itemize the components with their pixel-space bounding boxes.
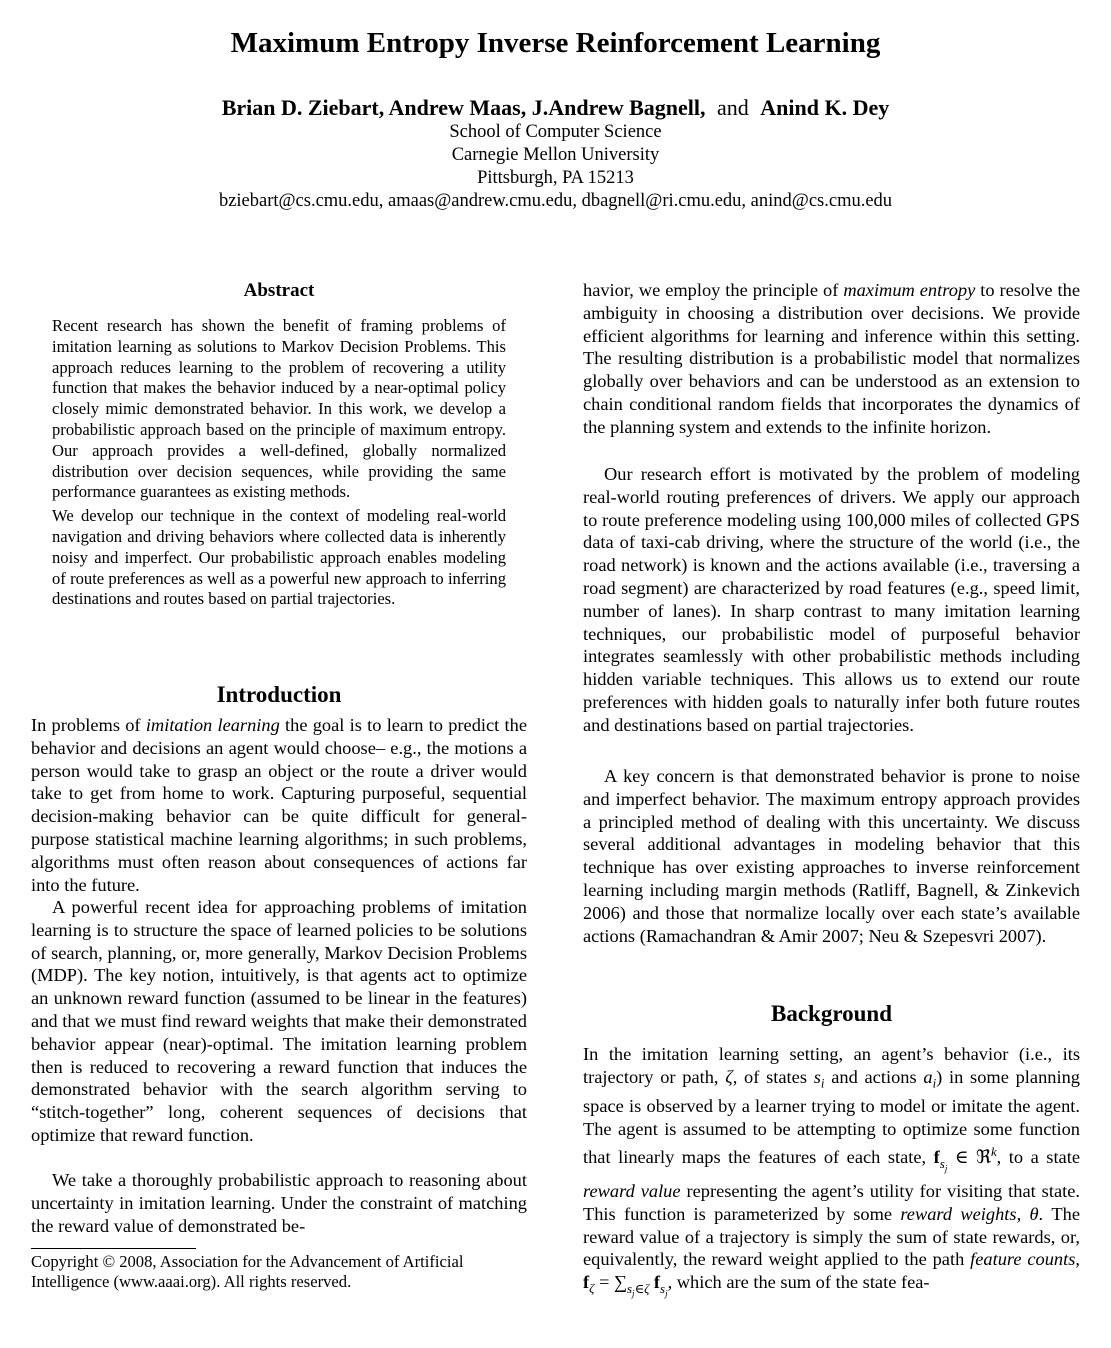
intro-paragraph-3: We take a thoroughly probabilistic approach to reasoning about uncertainty in imitation learning. Under the constraint of matching the reward value of demonstrated be- bbox=[31, 1170, 527, 1236]
bg-text-6: representing the agent’s utility for visiting that state. This function is parameterized by some bbox=[583, 1181, 1080, 1224]
intro-paragraph-4: Our research effort is motivated by the problem of modeling real-world routing preferences of drivers. We apply our approach to route preference modeling using 100,000 miles of collected GPS data of taxi-cab driving, where the structure of the world (i.e., the road network) is known and the actions available (i.e., traversing a road segment) are characterized by road features (e.g., speed limit, number of lanes). In sharp contrast to many imitation learning techniques, our probabilistic model of purposeful behavior integrates seamlessly with other probabilistic methods including hidden variable techniques. This allows us to extend our route preferences with hidden goals to naturally infer both future routes and destinations based on partial trajectories. bbox=[583, 464, 1080, 735]
math-s-i: $s_i$ bbox=[813, 1066, 825, 1091]
abstract-heading: Abstract bbox=[243, 280, 315, 301]
footnote-rule bbox=[31, 1248, 196, 1249]
bg-emphasis-feature-counts: feature counts bbox=[970, 1249, 1076, 1270]
math-f-sj: $f_{s_j}$ ∈ ℜ$^k$ bbox=[933, 1144, 997, 1174]
intro-paragraph-1 bbox=[31, 714, 527, 896]
bg-text-8: . The reward value of a trajectory is simply the sum of state rewards, or, equivalently, the reward weight applied to the path bbox=[583, 1203, 1081, 1270]
bg-text-1: In the imitation learning setting, an agent’s behavior (i.e., its trajectory or path, bbox=[583, 1044, 1080, 1087]
bg-text-5: , to a state bbox=[996, 1146, 1080, 1167]
bg-text-9: , bbox=[1075, 1249, 1080, 1270]
background-heading: Background bbox=[770, 1001, 892, 1026]
author-list bbox=[0, 94, 1111, 122]
background-paragraph-1 bbox=[583, 1043, 1080, 1305]
intro-p1-start: In problems of bbox=[31, 715, 146, 735]
bg-text-3: and actions bbox=[824, 1066, 924, 1087]
affiliation-address: Pittsburgh, PA 15213 bbox=[477, 168, 634, 188]
intro-p1-rest: the goal is to learn to predict the behavior and decisions an agent would choose– e.g., the motions a person would take to grasp an object or the route a driver would take to get from home to work. Capturing purposeful, sequential decision-making behavior can be quite difficult for general-purpose statistical machine learning algorithms; in such problems, algorithms must often reason about consequences of actions far into the future. bbox=[31, 715, 527, 895]
bg-text-4: ) in some planning space is observed by a learner trying to model or imitate the agent. The agent is assumed to be attempting to optimize some function that linearly maps the features of each state, bbox=[583, 1066, 1080, 1167]
abstract-paragraph-1: Recent research has shown the benefit of framing problems of imitation learning as solutions to Markov Decision Problems. This approach reduces learning to the problem of recovering a utility function that makes the behavior induced by a near-optimal policy closely mimic demonstrated behavior. In this work, we develop a probabilistic approach based on the principle of maximum entropy. Our approach provides a well-defined, globally normalized distribution over decision sequences, while providing the same performance guarantees as existing methods. bbox=[52, 316, 506, 502]
copyright-footnote: Copyright © 2008, Association for the Advancement of Artificial Intelligence (www.aaai.org). All rights reserved. bbox=[31, 1252, 464, 1291]
bg-text-10: , which are the sum of the state fea- bbox=[667, 1272, 930, 1293]
bg-emphasis-reward-weights: reward weights bbox=[900, 1203, 1017, 1224]
intro-r1-start: havior, we employ the principle of bbox=[583, 280, 844, 300]
introduction-heading: Introduction bbox=[216, 682, 342, 707]
intro-r1-emphasis: maximum entropy bbox=[843, 280, 976, 300]
math-theta: θ bbox=[1029, 1203, 1039, 1224]
math-a-i: $a_i$ bbox=[923, 1066, 937, 1091]
authors-main: Brian D. Ziebart, Andrew Maas, J.Andrew Bagnell, bbox=[221, 95, 706, 120]
math-feature-count-sum: $f_\zeta = \sum_{s_j\in\zeta}$ $f_{s_j}$ bbox=[583, 1272, 668, 1299]
abstract-body bbox=[52, 316, 506, 610]
math-zeta: ζ bbox=[725, 1066, 733, 1087]
authors-last: Anind K. Dey bbox=[760, 95, 890, 120]
affiliation-university: Carnegie Mellon University bbox=[451, 145, 660, 165]
intro-p1-emphasis: imitation learning bbox=[145, 715, 280, 735]
intro-paragraph-5: A key concern is that demonstrated behavior is prone to noise and imperfect behavior. The maximum entropy approach provides a principled method of dealing with this uncertainty. We discuss several additional advantages in modeling behavior that this technique has over existing approaches to inverse reinforcement learning including margin methods (Ratliff, Bagnell, & Zinkevich 2006) and those that normalize locally over each state’s available actions (Ramachandran & Amir 2007; Neu & Szepesvri 2007). bbox=[583, 766, 1080, 946]
intro-r1-rest: to resolve the ambiguity in choosing a distribution over decisions. We provide efficient algorithms for learning and inference within this setting. The resulting distribution is a probabilistic model that normalizes globally over behaviors and can be understood as an extension to chain conditional random fields that incorporates the dynamics of the planning system and extends to the infinite horizon. bbox=[583, 280, 1080, 437]
authors-and: and bbox=[717, 95, 749, 120]
author-emails: bziebart@cs.cmu.edu, amaas@andrew.cmu.edu, dbagnell@ri.cmu.edu, anind@cs.cmu.edu bbox=[218, 191, 893, 211]
intro-paragraph-2: A powerful recent idea for approaching problems of imitation learning is to structure the space of learned policies to be solutions of search, planning, or, more generally, Markov Decision Problems (MDP). The key notion, intuitively, is that agents act to optimize an unknown reward function (assumed to be linear in the features) and that we must find reward weights that make their demonstrated behavior appear (near)-optimal. The imitation learning problem then is reduced to recovering a reward function that induces the demonstrated behavior with the search algorithm serving to “stitch-together” long, coherent sequences of decisions that optimize that reward function. bbox=[31, 897, 527, 1145]
bg-text-2: , of states bbox=[732, 1066, 814, 1087]
affiliation-school: School of Computer Science bbox=[449, 122, 662, 142]
paper-title: Maximum Entropy Inverse Reinforcement Learning bbox=[230, 27, 881, 59]
abstract-paragraph-2: We develop our technique in the context of modeling real-world navigation and driving behaviors where collected data is inherently noisy and imperfect. Our probabilistic approach enables modeling of route preferences as well as a powerful new approach to inferring destinations and routes based on partial trajectories. bbox=[52, 506, 506, 609]
intro-paragraph-3-cont bbox=[583, 279, 1080, 439]
bg-emphasis-reward-value: reward value bbox=[583, 1181, 681, 1202]
bg-text-7: , bbox=[1016, 1203, 1030, 1224]
